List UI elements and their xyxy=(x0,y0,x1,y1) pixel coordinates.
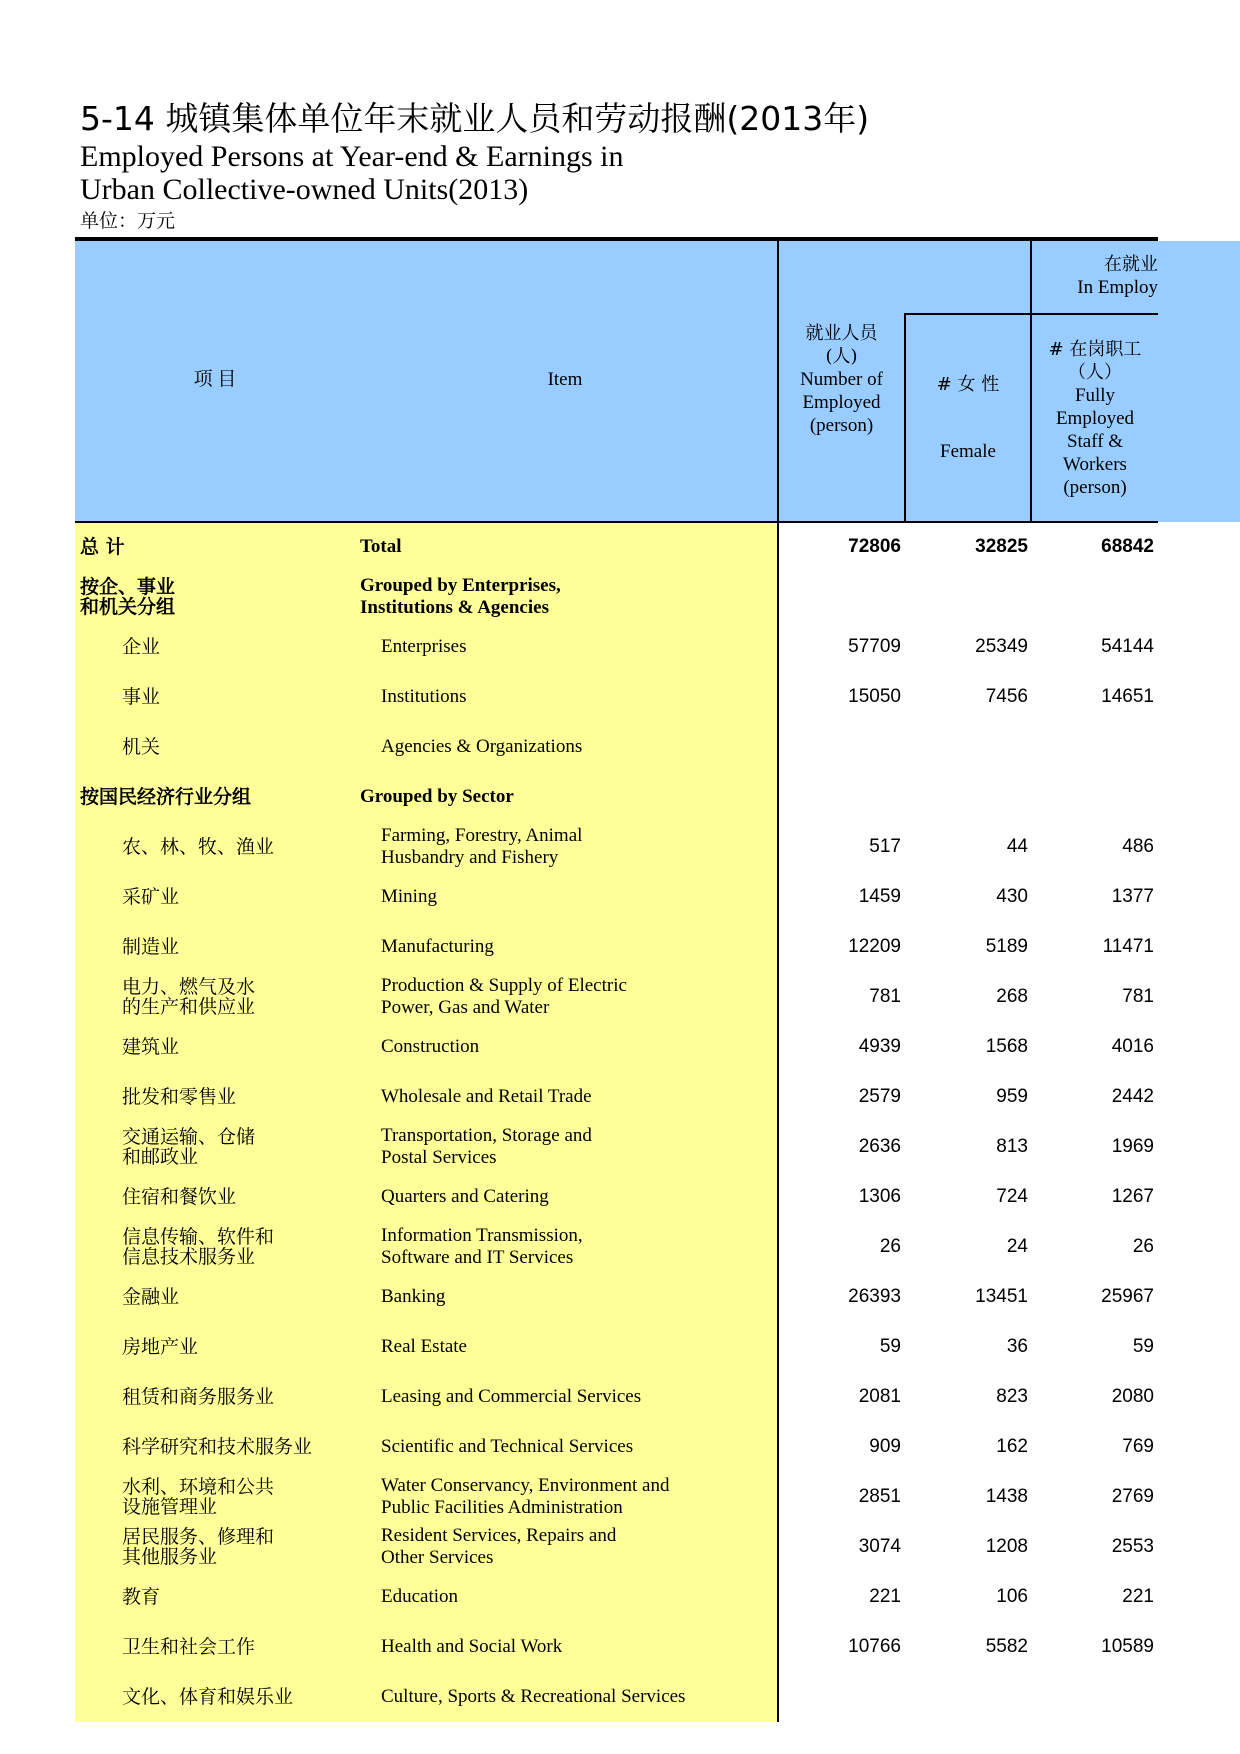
table-row xyxy=(75,1222,1160,1272)
cell-staff: 1267 xyxy=(1111,1186,1154,1207)
header-item-zh: 项 目 xyxy=(193,369,237,390)
row-label-zh: 文化、体育和娱乐业 xyxy=(122,1686,294,1708)
row-label-en: Production & Supply of Electric Power, Gas and Water xyxy=(381,975,627,1018)
row-label-en: Total xyxy=(360,536,402,557)
table-row xyxy=(75,1072,1160,1122)
cell-staff: 4016 xyxy=(1111,1036,1154,1057)
cell-female: 106 xyxy=(996,1586,1028,1607)
row-label-en: Mining xyxy=(381,886,437,907)
cell-employed: 26393 xyxy=(848,1286,901,1307)
cell-staff: 11471 xyxy=(1102,936,1154,957)
row-label-en: Transportation, Storage and Postal Services xyxy=(381,1125,592,1168)
cell-employed: 781 xyxy=(869,986,901,1007)
cell-staff: 769 xyxy=(1122,1436,1154,1457)
row-label-en: Education xyxy=(381,1586,459,1607)
row-label-zh: 水利、环境和公共 设施管理业 xyxy=(122,1476,275,1518)
cell-employed: 2081 xyxy=(858,1386,901,1407)
cell-staff: 26 xyxy=(1132,1236,1154,1257)
row-label-zh: 金融业 xyxy=(122,1286,180,1308)
cell-staff xyxy=(1044,1672,1154,1722)
row-label-en: Manufacturing xyxy=(381,936,494,957)
row-label-zh: 住宿和餐饮业 xyxy=(122,1186,237,1208)
cell-female: 32825 xyxy=(975,536,1028,557)
cell-employed: 57709 xyxy=(848,636,901,657)
table-row xyxy=(75,572,1160,622)
cell-female: 24 xyxy=(1006,1236,1028,1257)
row-label-en: Quarters and Catering xyxy=(381,1186,549,1207)
cell-employed: 2851 xyxy=(858,1486,901,1507)
table-row xyxy=(75,1522,1160,1572)
header-employed xyxy=(779,322,904,437)
cell-female: 5582 xyxy=(985,1636,1028,1657)
cell-staff: 2769 xyxy=(1111,1486,1154,1507)
table-row xyxy=(75,872,1160,922)
cell-staff: 2442 xyxy=(1111,1086,1154,1107)
header-employed-en: Number of Employed (person) xyxy=(800,369,883,436)
cell-employed: 26 xyxy=(879,1236,901,1257)
cell-female: 1568 xyxy=(985,1036,1028,1057)
table-row xyxy=(75,1272,1160,1322)
cell-employed xyxy=(791,1672,901,1722)
table-row xyxy=(75,1022,1160,1072)
row-label-zh: 科学研究和技术服务业 xyxy=(122,1436,313,1458)
header-subrule xyxy=(904,313,1158,315)
row-label-en: Institutions xyxy=(381,686,467,707)
row-label-zh: 居民服务、修理和 其他服务业 xyxy=(122,1526,275,1568)
row-label-en: Resident Services, Repairs and Other Services xyxy=(381,1525,617,1568)
title-en-line2: Urban Collective-owned Units(2013) xyxy=(80,173,529,206)
cell-female: 268 xyxy=(996,986,1028,1007)
row-label-zh: 卫生和社会工作 xyxy=(122,1636,256,1658)
header-staff xyxy=(1032,338,1158,499)
header-staff-zh: # 在岗职工 （人） xyxy=(1048,339,1142,383)
header-female-en: Female xyxy=(940,441,996,462)
row-label-zh: 教育 xyxy=(122,1586,161,1608)
table-row xyxy=(75,1572,1160,1622)
table-row xyxy=(75,1472,1160,1522)
cell-female xyxy=(918,572,1028,622)
row-label-zh: 信息传输、软件和 信息技术服务业 xyxy=(122,1226,275,1268)
table-row xyxy=(75,622,1160,672)
cell-staff: 1377 xyxy=(1111,886,1154,907)
row-label-en: Grouped by Enterprises, Institutions & Agencies xyxy=(360,575,561,618)
row-label-zh: 按企、事业 和机关分组 xyxy=(80,576,176,618)
cell-female: 13451 xyxy=(975,1286,1028,1307)
table-row xyxy=(75,1372,1160,1422)
cell-staff: 1969 xyxy=(1111,1136,1154,1157)
row-label-zh: 企业 xyxy=(122,636,161,658)
cell-staff: 781 xyxy=(1122,986,1154,1007)
cell-employed: 2636 xyxy=(858,1136,901,1157)
cell-employed: 2579 xyxy=(858,1086,901,1107)
table-top-rule xyxy=(75,237,1158,241)
row-label-zh: 租赁和商务服务业 xyxy=(122,1386,275,1408)
cell-employed xyxy=(791,722,901,772)
cell-female xyxy=(918,1672,1028,1722)
header-item-en: Item xyxy=(547,369,583,390)
row-label-zh: 交通运输、仓储 和邮政业 xyxy=(122,1126,256,1168)
cell-female: 1208 xyxy=(985,1536,1028,1557)
row-label-zh: 建筑业 xyxy=(122,1036,180,1058)
row-label-en: Farming, Forestry, Animal Husbandry and Fishery xyxy=(381,825,583,868)
table-row xyxy=(75,1422,1160,1472)
cell-female: 823 xyxy=(996,1386,1028,1407)
row-label-en: Enterprises xyxy=(381,636,467,657)
cell-employed xyxy=(791,772,901,822)
row-label-zh: 批发和零售业 xyxy=(122,1086,237,1108)
title-en-line1: Employed Persons at Year-end & Earnings in xyxy=(80,140,624,173)
cell-female: 959 xyxy=(996,1086,1028,1107)
row-label-zh: 机关 xyxy=(122,736,161,758)
cell-female: 724 xyxy=(996,1186,1028,1207)
cell-staff xyxy=(1044,772,1154,822)
table-row xyxy=(75,1172,1160,1222)
row-label-zh: 总 计 xyxy=(80,536,125,558)
table-row xyxy=(75,1672,1160,1722)
cell-employed: 15050 xyxy=(848,686,901,707)
row-label-en: Culture, Sports & Recreational Services xyxy=(381,1686,686,1707)
row-label-zh: 按国民经济行业分组 xyxy=(80,786,252,808)
table-row xyxy=(75,972,1160,1022)
table-row xyxy=(75,1122,1160,1172)
header-employed-zh: 就业人员 (人) xyxy=(805,323,878,367)
cell-staff xyxy=(1044,722,1154,772)
cell-staff: 54144 xyxy=(1101,636,1154,657)
row-label-en: Banking xyxy=(381,1286,446,1307)
row-label-en: Real Estate xyxy=(381,1336,467,1357)
table-row xyxy=(75,1622,1160,1672)
header-female-zh: # 女 性 xyxy=(936,374,1000,395)
cell-female: 1438 xyxy=(985,1486,1028,1507)
row-label-en: Grouped by Sector xyxy=(360,786,514,807)
cell-staff: 59 xyxy=(1132,1336,1154,1357)
cell-employed: 4939 xyxy=(858,1036,901,1057)
cell-staff: 25967 xyxy=(1101,1286,1154,1307)
cell-female: 5189 xyxy=(985,936,1028,957)
table-row xyxy=(75,522,1160,572)
cell-staff xyxy=(1044,572,1154,622)
row-label-en: Construction xyxy=(381,1036,480,1057)
cell-female: 25349 xyxy=(975,636,1028,657)
cell-female: 36 xyxy=(1006,1336,1028,1357)
cell-staff: 2553 xyxy=(1111,1536,1154,1557)
page-title-en xyxy=(80,140,980,206)
cell-employed: 909 xyxy=(869,1436,901,1457)
cell-staff: 68842 xyxy=(1101,536,1154,557)
cell-employed xyxy=(791,572,901,622)
row-label-zh: 农、林、牧、渔业 xyxy=(122,836,275,858)
table-row xyxy=(75,772,1160,822)
header-staff-en: Fully Employed Staff & Workers (person) xyxy=(1055,385,1135,498)
cell-female: 813 xyxy=(996,1136,1028,1157)
table-row xyxy=(75,672,1160,722)
row-label-en: Information Transmission, Software and IT Services xyxy=(381,1225,583,1268)
row-label-en: Scientific and Technical Services xyxy=(381,1436,634,1457)
cell-employed: 1459 xyxy=(858,886,901,907)
cell-staff: 221 xyxy=(1122,1586,1154,1607)
cell-employed: 517 xyxy=(869,836,901,857)
row-label-zh: 电力、燃气及水 的生产和供应业 xyxy=(122,976,256,1018)
cell-female xyxy=(918,772,1028,822)
row-label-en: Leasing and Commercial Services xyxy=(381,1386,642,1407)
row-label-zh: 事业 xyxy=(122,686,161,708)
cell-employed: 3074 xyxy=(858,1536,901,1557)
cell-staff: 486 xyxy=(1122,836,1154,857)
header-in-employ xyxy=(1032,253,1158,299)
row-label-zh: 制造业 xyxy=(122,936,180,958)
cell-female: 162 xyxy=(996,1436,1028,1457)
column-divider xyxy=(904,314,906,522)
cell-employed: 12209 xyxy=(848,936,901,957)
cell-female: 44 xyxy=(1006,836,1028,857)
row-label-en: Wholesale and Retail Trade xyxy=(381,1086,592,1107)
cell-employed: 10766 xyxy=(848,1636,901,1657)
cell-female: 7456 xyxy=(985,686,1028,707)
cell-staff: 10589 xyxy=(1101,1636,1154,1657)
table-row xyxy=(75,922,1160,972)
header-in-employ-zh: 在就业 xyxy=(1104,254,1158,275)
cell-employed: 59 xyxy=(879,1336,901,1357)
table-row xyxy=(75,1322,1160,1372)
cell-female xyxy=(918,722,1028,772)
cell-employed: 221 xyxy=(869,1586,901,1607)
table-row xyxy=(75,822,1160,872)
page-title: 5-14 城镇集体单位年末就业人员和劳动报酬(2013年) xyxy=(80,99,870,138)
cell-staff: 2080 xyxy=(1111,1386,1154,1407)
table-row xyxy=(75,722,1160,772)
row-label-zh: 房地产业 xyxy=(122,1336,199,1358)
row-label-en: Health and Social Work xyxy=(381,1636,563,1657)
cell-employed: 1306 xyxy=(858,1186,901,1207)
header-in-employ-en: In Employ xyxy=(1077,277,1158,298)
row-label-zh: 采矿业 xyxy=(122,886,180,908)
cell-employed: 72806 xyxy=(848,536,901,557)
row-label-en: Agencies & Organizations xyxy=(381,736,583,757)
cell-staff: 14651 xyxy=(1101,686,1154,707)
row-label-en: Water Conservancy, Environment and Public Facilities Administration xyxy=(381,1475,670,1518)
cell-female: 430 xyxy=(996,886,1028,907)
unit-label: 单位：万元 xyxy=(80,210,176,232)
